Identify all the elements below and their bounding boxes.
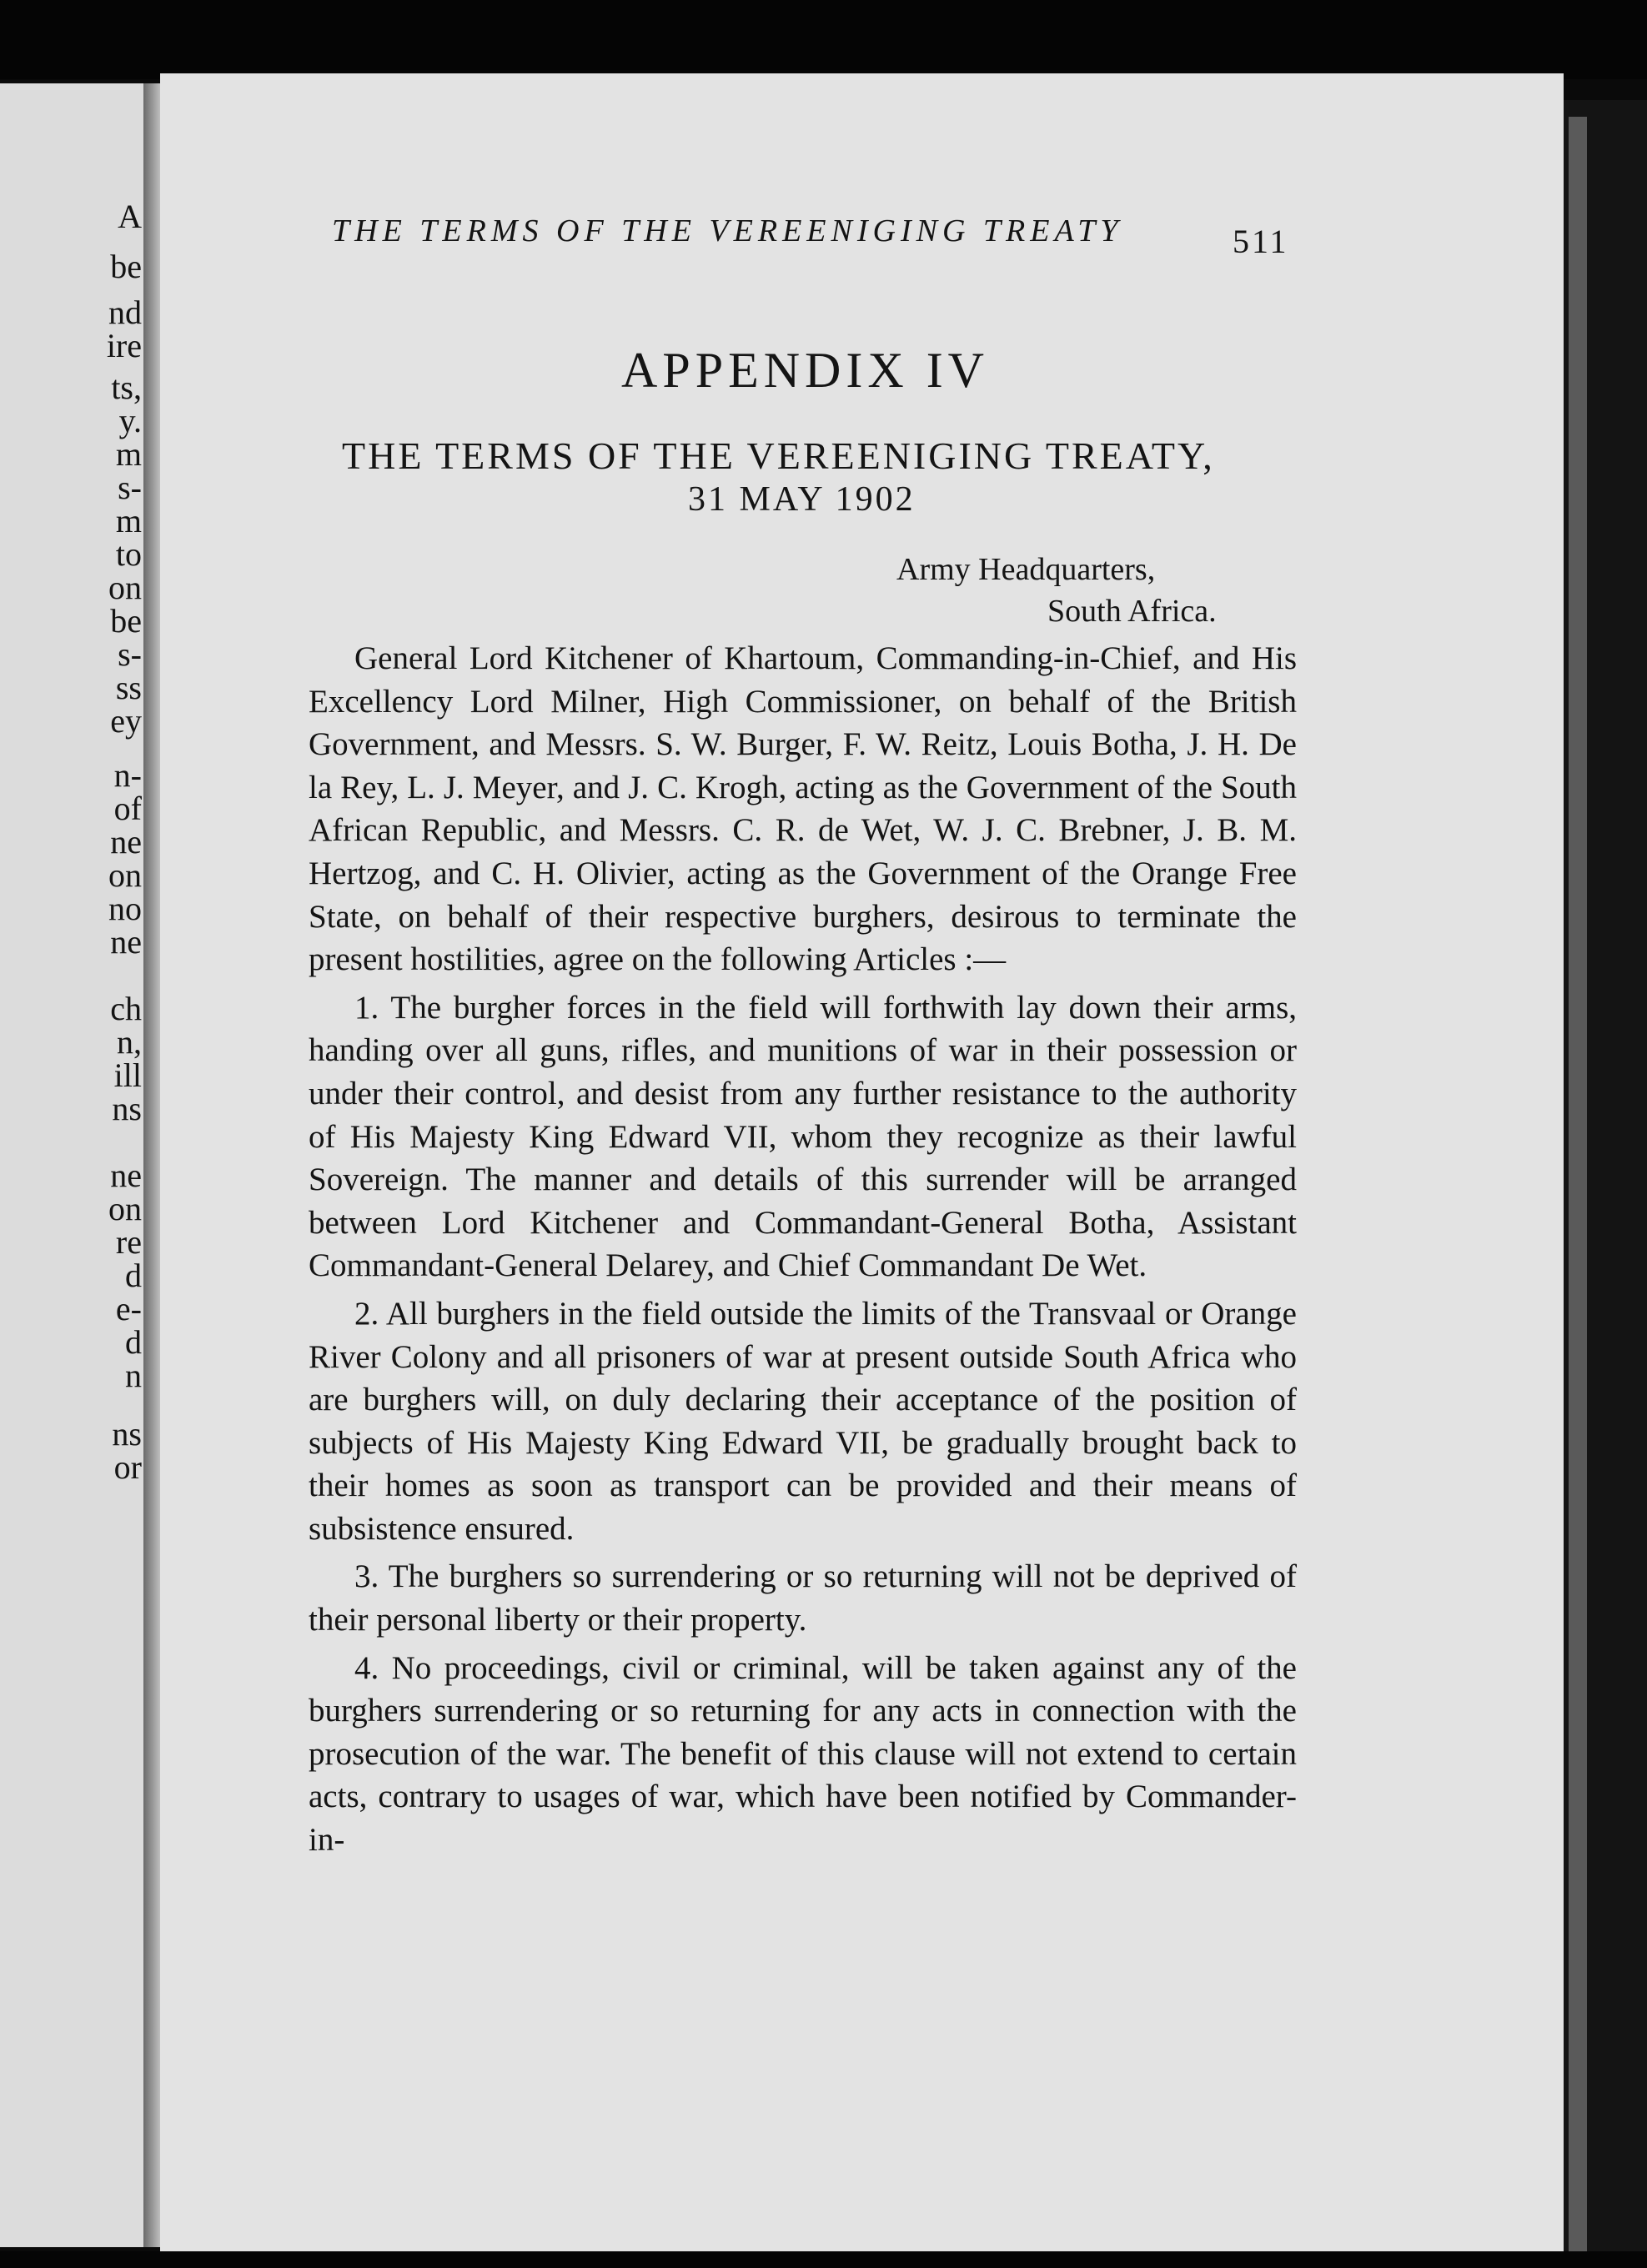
facing-page-fragment: m [115,435,142,473]
preamble-paragraph: General Lord Kitchener of Khartoum, Commanding-in-Chief, and His Excellency Lord Milner, High Commissioner, on behalf of the British Government, and Messrs. S. W. Burger, F. W. Reitz, Louis Botha, J. H. De la Rey, L. J. Meyer, and J. C. Krogh, acting as the Government of the South African Republic, and Messrs. C. R. de Wet, W. J. C. Brebner, J. B. M. Hertzog, and C. H. Olivier, acting as the Government of the Orange Free State, on behalf of their respective burghers, desirous to terminate the present hostilities, agree on the following Articles :— [309,640,1297,978]
facing-page-fragment: on [108,569,142,606]
facing-page-fragment: s- [118,469,142,506]
facing-page-fragment: or [113,1448,142,1486]
facing-page-fragment: of [113,790,142,827]
article-4-paragraph: 4. No proceedings, civil or criminal, will be taken against any of the burghers surrendering or so returning for any acts in connection with the prosecution of the war. The benefit of this clause will not extend to certain acts, contrary to usages of war, which have been notified by Commander-in- [309,1649,1297,1859]
facing-page-fragment: ch [110,990,142,1027]
treaty-date: 31 MAY 1902 [688,480,916,519]
scan-border-top [0,0,1647,79]
book-cover-edge [1564,100,1647,2251]
facing-page-fragment: n [125,1357,142,1394]
treaty-title: THE TERMS OF THE VEREENIGING TREATY, [342,434,1215,477]
facing-page-fragment: ts, [111,369,142,406]
facing-page-fragment: ill [113,1056,142,1094]
facing-page-fragment: e- [115,1290,142,1327]
facing-page-fragment: d [125,1257,142,1294]
facing-page-fragment: ey [110,702,142,740]
facing-page-fragment: on [108,856,142,894]
facing-page-fragment: ns [112,1090,142,1127]
page-number: 511 [1233,223,1289,260]
facing-page-fragment: ns [112,1415,142,1453]
facing-page-fragment: s- [118,635,142,673]
facing-page-fragment: ne [110,1157,142,1194]
facing-page-fragment: n, [117,1023,142,1061]
article-2-paragraph: 2. All burghers in the field outside the limits of the Transvaal or Orange River Colony and all prisoners of war at present outside South Africa who are burghers will, on duly declaring their acceptance of the position of subjects of His Majesty King Edward VII, be gradually brought back to their homes as soon as transport can be provided and their means of subsistence ensured. [309,1295,1297,1547]
facing-page-fragment: ne [110,923,142,961]
body-text [309,637,1297,1862]
facing-page-fragment: no [108,890,142,927]
facing-page-fragment: m [115,502,142,539]
scan-border-bottom [0,2251,1647,2268]
facing-page-fragment: ne [110,823,142,861]
running-head: THE TERMS OF THE VEREENIGING TREATY [332,213,1123,248]
appendix-title: APPENDIX IV [621,343,989,398]
facing-page-fragment: nd [108,294,142,331]
facing-page-fragment: re [115,1223,142,1261]
location-block [896,549,1217,632]
facing-page-fragment: ss [115,669,142,706]
facing-page-fragment: y. [118,402,142,439]
facing-page-fragment: d [125,1323,142,1361]
facing-page-fragment: ire [106,327,142,364]
cover-edge-band [1569,117,1587,2251]
facing-page-fragment: be [110,248,142,285]
facing-page-fragment: on [108,1190,142,1227]
facing-page-edge [0,83,153,2247]
article-1-paragraph: 1. The burgher forces in the field will forthwith lay down their arms, handing over all guns, rifles, and munitions of war in their possession or under their control, and desist from any further resistance to the authority of His Majesty King Edward VII, whom they recognize as their lawful Sovereign. The manner and details of this surrender will be arranged between Lord Kitchener and Commandant-General Botha, Assistant Commandant-General Delarey, and Chief Commandant De Wet. [309,989,1297,1284]
facing-page-fragment: A [118,198,142,235]
facing-page-fragment: n- [113,756,142,794]
location-line-1: Army Headquarters, [896,552,1156,587]
article-3-paragraph: 3. The burghers so surrendering or so returning will not be deprived of their personal liberty or their property. [309,1558,1297,1638]
facing-page-fragment: be [110,602,142,640]
location-line-2: South Africa. [1047,594,1217,629]
facing-page-fragment: to [115,535,142,573]
